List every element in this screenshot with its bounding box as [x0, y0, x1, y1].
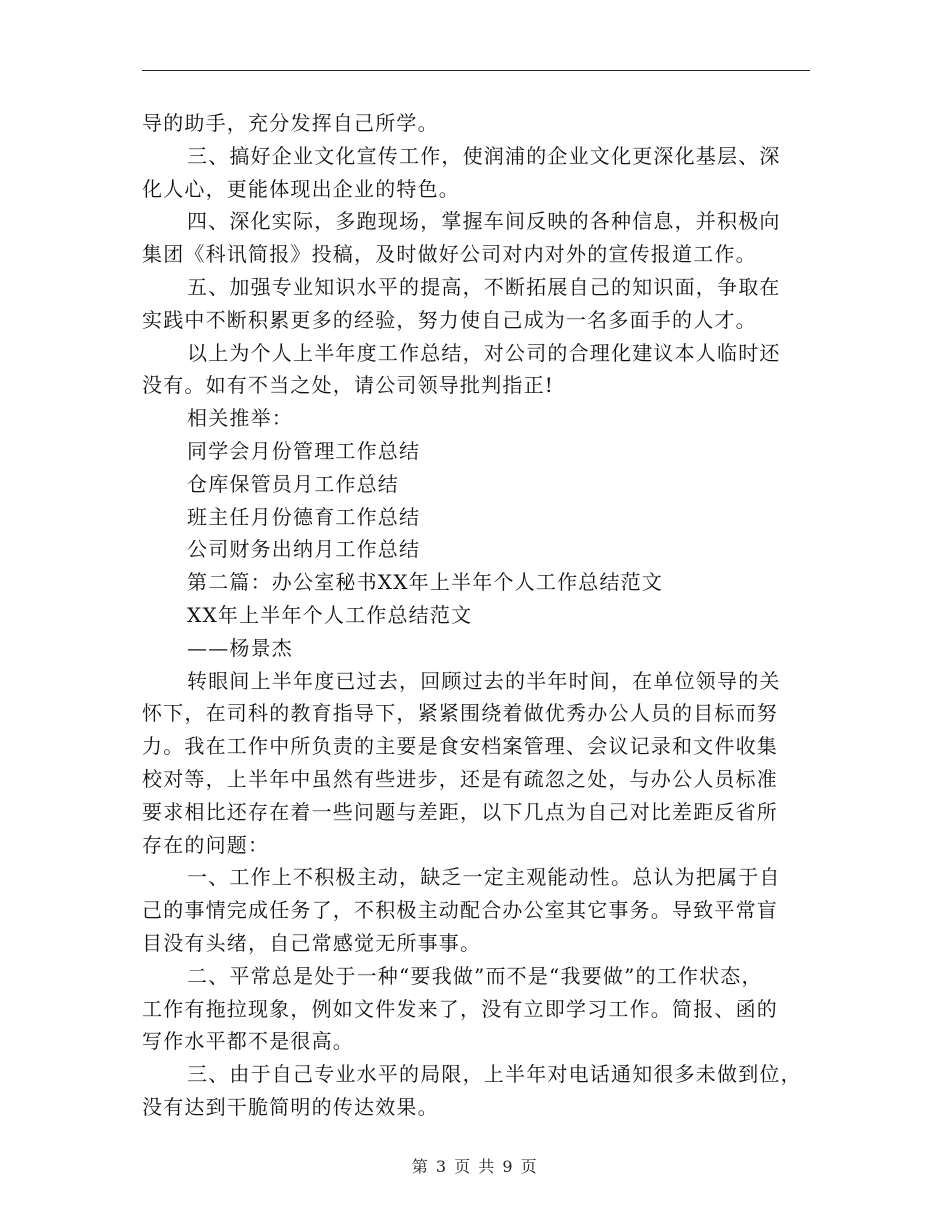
section-heading: 第二篇：办公室秘书XX年上半年个人工作总结范文 [187, 570, 664, 595]
text-line: 五、加强专业知识水平的提高，不断拓展自己的知识面，争取在 [187, 274, 781, 299]
text-line: 四、深化实际，多跑现场，掌握车间反映的各种信息，并积极向 [187, 209, 781, 234]
text-line: 实践中不断积累更多的经验，努力使自己成为一名多面手的人才。 [142, 307, 757, 332]
text-line: 目没有头绪，自己常感觉无所事事。 [142, 930, 482, 955]
text-line: 相关推举： [187, 406, 293, 431]
text-line: 一、工作上不积极主动，缺乏一定主观能动性。总认为把属于自 [187, 865, 781, 890]
text-line: 工作有拖拉现象，例如文件发来了，没有立即学习工作。简报、函的 [142, 996, 778, 1021]
header-rule [142, 70, 810, 71]
related-link[interactable]: 同学会月份管理工作总结 [187, 438, 421, 463]
related-link[interactable]: 仓库保管员月工作总结 [187, 471, 399, 496]
page-footer: 第 3 页 共 9 页 [411, 1157, 539, 1176]
document-body [142, 107, 810, 1124]
text-line: 转眼间上半年度已过去，回顾过去的半年时间，在单位领导的关 [187, 668, 781, 693]
text-line: 化人心，更能体现出企业的特色。 [142, 176, 460, 201]
related-link[interactable]: 班主任月份德育工作总结 [187, 504, 421, 529]
text-line: 集团《科讯简报》投稿，及时做好公司对内对外的宣传报道工作。 [142, 242, 757, 267]
related-link[interactable]: 公司财务出纳月工作总结 [187, 537, 421, 562]
text-line: 写作水平都不是很高。 [142, 1029, 354, 1054]
author-line: ——杨景杰 [187, 635, 293, 660]
text-line: 要求相比还存在着一些问题与差距，以下几点为自己对比差距反省所 [142, 799, 778, 824]
text-line: 己的事情完成任务了，不积极主动配合办公室其它事务。导致平常盲 [142, 898, 778, 923]
text-line: 以上为个人上半年度工作总结，对公司的合理化建议本人临时还 [187, 340, 781, 365]
section-subtitle: XX年上半年个人工作总结范文 [187, 602, 473, 627]
text-line: 存在的问题： [142, 832, 270, 857]
text-line: 二、平常总是处于一种“要我做”而不是“我要做”的工作状态， [187, 963, 763, 988]
text-line: 没有。如有不当之处，请公司领导批判指正! [142, 373, 555, 398]
text-line: 三、搞好企业文化宣传工作，使润浦的企业文化更深化基层、深 [187, 143, 781, 168]
text-line: 没有达到干脆简明的传达效果。 [142, 1094, 439, 1119]
text-line: 校对等，上半年中虽然有些进步，还是有疏忽之处，与办公人员标准 [142, 766, 778, 791]
text-line: 力。我在工作中所负责的主要是食安档案管理、会议记录和文件收集 [142, 734, 778, 759]
text-line: 导的助手，充分发挥自己所学。 [142, 111, 439, 135]
text-line: 怀下，在司科的教育指导下，紧紧围绕着做优秀办公人员的目标而努 [142, 701, 778, 726]
text-line: 三、由于自己专业水平的局限，上半年对电话通知很多未做到位， [187, 1062, 802, 1087]
